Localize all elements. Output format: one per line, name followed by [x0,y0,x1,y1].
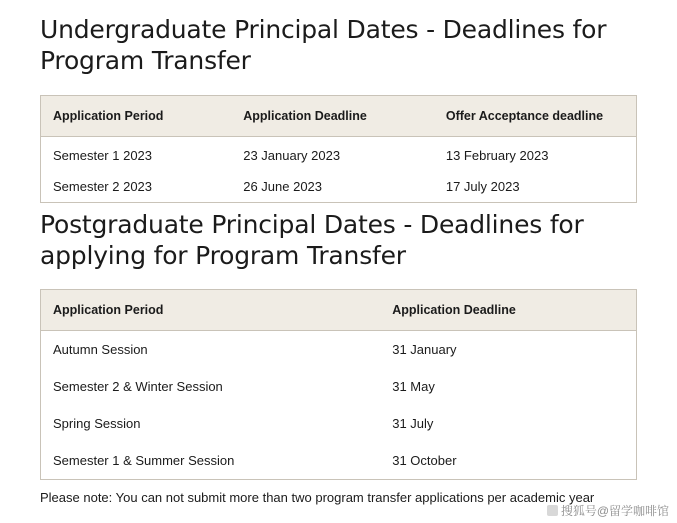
table-header-row [41,95,637,136]
cell-application-deadline: 31 May [392,379,435,394]
table-header [41,290,637,331]
column-header-application-period: Application Period [41,95,232,136]
cell-application-deadline: 31 October [392,453,457,468]
cell-application-period: Semester 2 & Winter Session [53,379,223,394]
table-header-row [41,290,637,331]
column-header-application-deadline: Application Deadline [231,95,434,136]
undergraduate-dates-table [40,95,637,203]
cell-application-deadline: 31 January [392,342,457,357]
cell-application-period: Semester 1 2023 [53,147,153,163]
table-row [41,405,637,442]
table-row [41,331,637,369]
table-body [41,331,637,480]
cell-offer-acceptance-deadline: 13 February 2023 [445,147,549,163]
cell-application-deadline: 23 January 2023 [243,147,341,163]
table-row [41,136,637,171]
table-body [41,136,637,202]
table-header [41,95,637,136]
table-row [41,368,637,405]
table-row [41,442,637,480]
undergraduate-section-title: Undergraduate Principal Dates - Deadlines for Program Transfer [40,15,607,76]
note-text: Please note: You can not submit more than two program transfer applications per academic year [40,490,595,505]
column-header-application-period: Application Period [41,290,381,331]
column-header-offer-acceptance-deadline: Offer Acceptance deadline [434,95,637,136]
column-header-application-deadline: Application Deadline [380,290,636,331]
table-row [41,171,637,203]
watermark-text: 搜狐号@留学咖啡馆 [560,504,669,518]
cell-application-period: Semester 1 & Summer Session [53,453,235,468]
watermark [547,502,669,519]
cell-application-period: Spring Session [53,416,141,431]
sohu-logo-icon [547,505,558,516]
cell-offer-acceptance-deadline: 17 July 2023 [445,178,520,194]
cell-application-deadline: 26 June 2023 [243,178,323,194]
postgraduate-dates-table [40,289,637,480]
cell-application-period: Semester 2 2023 [53,178,153,194]
postgraduate-section-title: Postgraduate Principal Dates - Deadlines for applying for Program Transfer [40,209,584,270]
cell-application-deadline: 31 July [392,416,434,431]
cell-application-period: Autumn Session [53,342,148,357]
